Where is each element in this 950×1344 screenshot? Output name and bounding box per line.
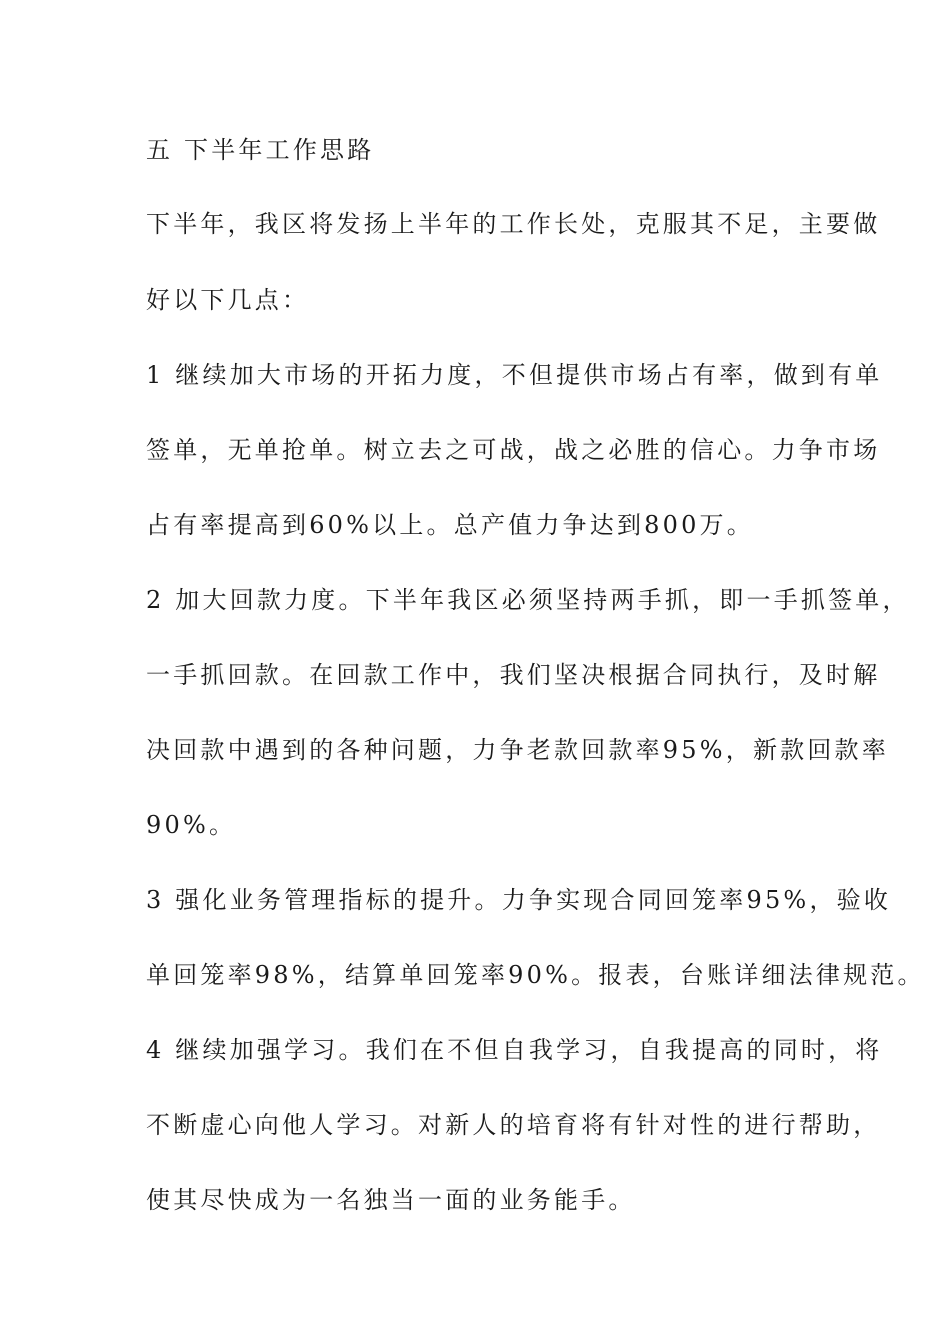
text-line: 90%。: [146, 811, 237, 839]
text-line: 单回笼率98%，结算单回笼率90%。报表，台账详细法律规范。: [146, 961, 925, 989]
text-line: 决回款中遇到的各种问题，力争老款回款率95%，新款回款率: [146, 736, 889, 764]
text-line: 3 强化业务管理指标的提升。力争实现合同回笼率95%，验收: [146, 886, 892, 914]
text-line: 下半年，我区将发扬上半年的工作长处，克服其不足，主要做: [146, 210, 881, 238]
text-line: 2 加大回款力度。下半年我区必须坚持两手抓，即一手抓签单，: [146, 586, 910, 614]
text-line: 占有率提高到60%以上。总产值力争达到800万。: [146, 511, 754, 539]
text-line: 4 继续加强学习。我们在不但自我学习，自我提高的同时，将: [146, 1036, 883, 1064]
text-line: 好以下几点：: [146, 286, 310, 314]
text-line: 1 继续加大市场的开拓力度，不但提供市场占有率，做到有单: [146, 361, 883, 389]
text-line: 签单，无单抢单。树立去之可战，战之必胜的信心。力争市场: [146, 436, 881, 464]
text-line: 使其尽快成为一名独当一面的业务能手。: [146, 1186, 636, 1214]
section-heading: 五 下半年工作思路: [146, 136, 375, 164]
text-line: 一手抓回款。在回款工作中，我们坚决根据合同执行，及时解: [146, 661, 881, 689]
text-line: 不断虚心向他人学习。对新人的培育将有针对性的进行帮助，: [146, 1111, 881, 1139]
